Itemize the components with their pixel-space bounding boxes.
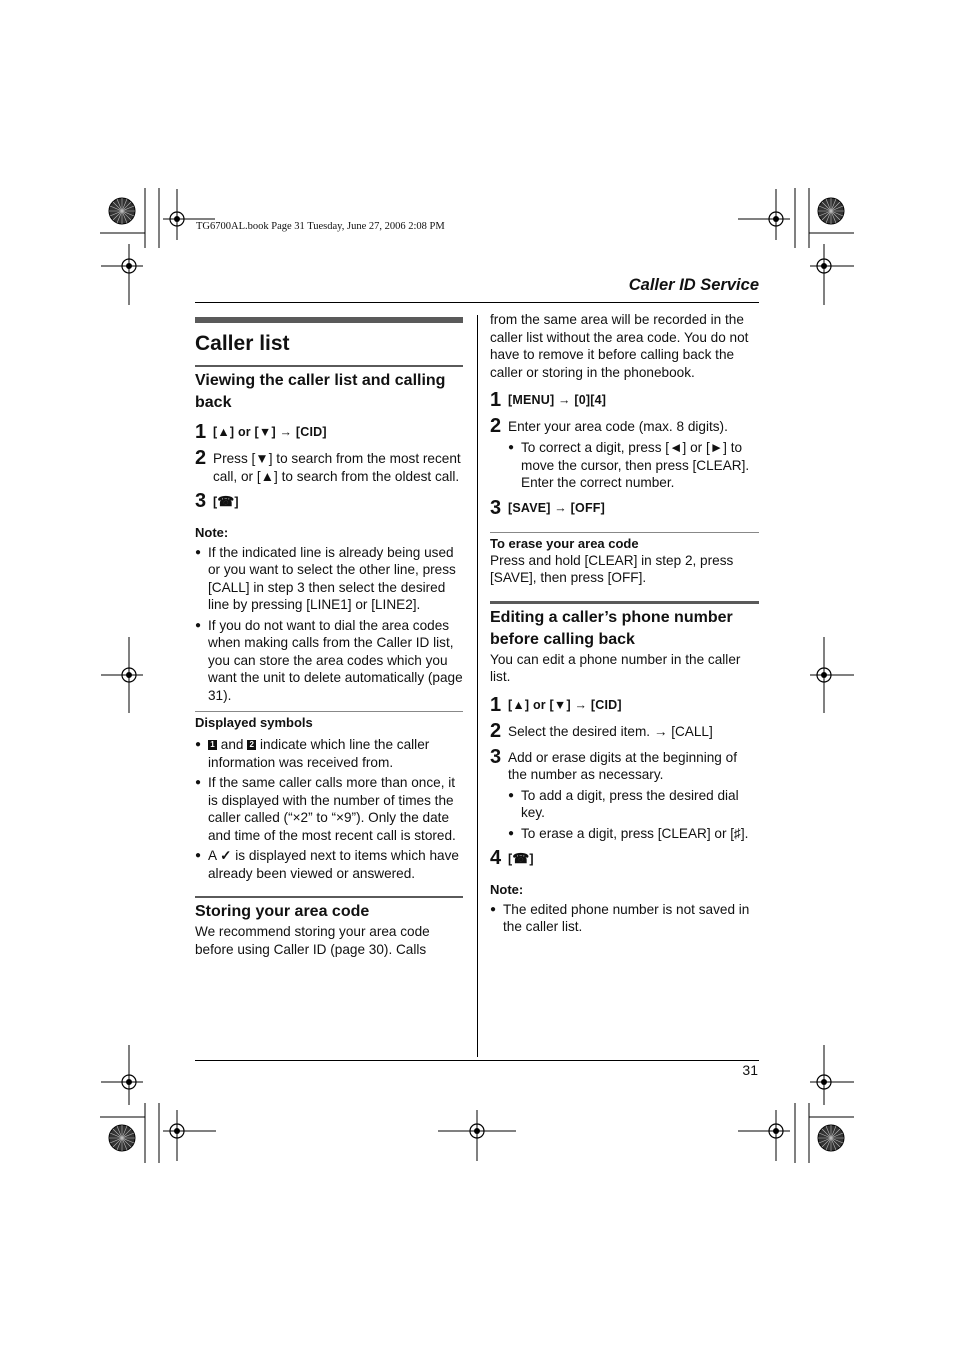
check-icon: ✓ [220, 848, 232, 863]
line1-icon: 1 [208, 740, 217, 750]
area-step-2-bullet: To correct a digit, press [◄] or [►] to move the cursor, then press [CLEAR]. Enter the correct number. [521, 440, 750, 490]
handset-talk-icon: ☎ [217, 494, 235, 509]
storing-text: We recommend storing your area code before using Caller ID (page 30). Calls [195, 924, 430, 957]
area-step-3: 3 [SAVE] → [OFF] [490, 496, 606, 519]
editing-intro: You can edit a phone number in the caller list. [490, 651, 741, 684]
edit-step-3-bullet-1: To add a digit, press the desired dial key. [521, 787, 739, 820]
divider [195, 896, 463, 898]
divider [490, 601, 759, 604]
area-step-1: 1 [MENU] → [0][4] [490, 389, 607, 411]
erase-text: Press and hold [CLEAR] in step 2, press [SAVE], then press [OFF]. [490, 552, 734, 585]
page-title: Caller list [195, 332, 290, 355]
file-info: TG6700AL.book Page 31 Tuesday, June 27, 2006 2:08 PM [196, 221, 445, 232]
divider [195, 711, 463, 712]
step-3: 3 [☎] [195, 490, 239, 512]
note-1: If the indicated line is already being used or you want to select the other line, press [CALL] in step 3 then select the desired line by pressing [LINE1] or [LINE2]. [208, 544, 456, 612]
editing-heading: Editing a caller’s phone number before calling back [490, 608, 733, 648]
divider [490, 532, 759, 533]
continued-text: from the same area will be recorded in the caller list without the area code. You do not have to remove it before calling back the caller or storing in the phonebook. [490, 312, 749, 380]
edit-step-3: 3 Add or erase digits at the beginning of the number as necessary. [490, 745, 737, 782]
section-title: Caller ID Service [628, 276, 759, 294]
title-bar [195, 317, 463, 323]
footer-rule [195, 1060, 759, 1061]
header-rule [195, 302, 759, 303]
erase-heading: To erase your area code [490, 535, 639, 551]
note-label: Note: [195, 524, 229, 540]
edit-note-label: Note: [490, 881, 524, 897]
edit-step-4: 4 [☎] [490, 847, 534, 869]
column-divider [477, 315, 478, 1057]
left-column: Caller list Viewing the caller list and calling back 1 [▲] or [▼] → [CID] 2 Press [▼] to search from the most recent call, or [▲] to search from the oldest call. 3 [☎] Note: ● If the indicated line is already being used or you want to select the other line, press [CALL] in step 3 then select the desired line by pressing [LINE1] or [LINE2]. ● If you do not want to dial the area codes when making calls from the Caller ID list, you can store the area codes which you want the unit to delete automatically (page 31). Displayed symbols ● 1 and 2 indicate which line the caller information was received from. ● If the same caller calls more than once, it is displayed with the number of times the caller called (“×2” to “×9”). Only the date and time of the most recent call is stored. ● A ✓ is displayed next to items which have already been viewed or answered. Storing your area code We recommend storing your area code before using Caller ID (page 30). Calls [195, 317, 463, 958]
note-2: If you do not want to dial the area codes when making calls from the Caller ID list, you can store the area codes which you want the unit to delete automatically (page 31). [208, 617, 463, 703]
symbols-heading: Displayed symbols [195, 715, 313, 730]
divider [195, 365, 463, 367]
area-step-2: 2 Enter your area code (max. 8 digits). [490, 415, 728, 437]
line2-icon: 2 [247, 740, 256, 750]
viewing-heading: Viewing the caller list and calling back [195, 372, 446, 411]
right-column: from the same area will be recorded in the caller list without the area code. You do not have to remove it before calling back the caller or storing in the phonebook. 1 [MENU] → [0][4] 2 Enter your area code (max. 8 digits). ● To correct a digit, press [◄] or [►] to move the cursor, then press [CLEAR]. Enter the correct number. 3 [SAVE] → [OFF] To erase your area code Press and hold [CLEAR] in step 2, press [SAVE], then press [OFF]. Editing a caller’s phone number before calling back You can edit a phone number in the caller list. 1 [▲] or [▼] → [CID] 2 Select the desired item. → [CALL] 3 Add or erase digits at the beginning of the number as necessary. ● To add a digit, press the desired dial key. ● To erase a digit, press [CLEAR] or [♯]. 4 [☎] Note: ● The edited phone number is not saved in the caller list. [490, 311, 759, 936]
edit-step-1: 1 [▲] or [▼] → [CID] [490, 693, 622, 716]
symbol-note-2: If the same caller calls more than once, it is displayed with the number of times the caller called (“×2” to “×9”). Only the date and time of the most recent call is stored. [208, 775, 456, 843]
edit-step-3-bullet-2: To erase a digit, press [CLEAR] or [♯]. [521, 825, 749, 841]
step-2: 2 Press [▼] to search from the most recent call, or [▲] to search from the oldest call. [195, 447, 461, 484]
page-number: 31 [742, 1062, 758, 1078]
edit-note: The edited phone number is not saved in the caller list. [503, 901, 750, 934]
storing-heading: Storing your area code [195, 903, 370, 920]
step-1: 1 [▲] or [▼] → [CID] [195, 421, 327, 443]
edit-step-2: 2 Select the desired item. → [CALL] [490, 719, 713, 742]
handset-talk-icon: ☎ [512, 851, 530, 866]
